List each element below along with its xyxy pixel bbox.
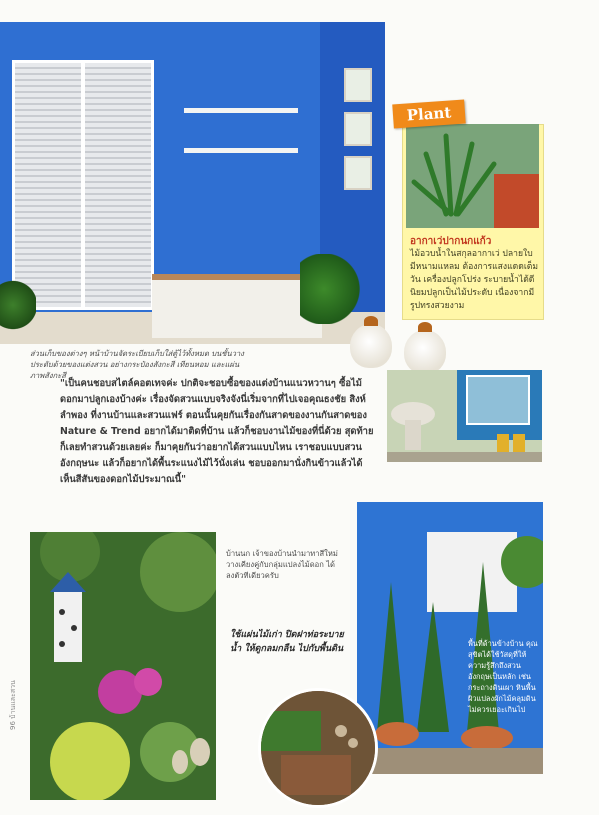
wall-sign-1 xyxy=(344,68,372,102)
chicken-figurine-right xyxy=(404,330,446,374)
agave-illustration xyxy=(406,124,539,228)
agave-photo xyxy=(406,124,539,228)
page-number: 96 บ้านและสวน xyxy=(9,680,17,730)
photo-front-storage-area xyxy=(0,22,385,344)
wall-sign-2 xyxy=(344,112,372,146)
birdhouse-illustration xyxy=(30,532,216,800)
homeowner-quote: "เป็นคนชอบสไตล์คอตเทจค่ะ ปกติจะชอบซื้อของแต่งบ้านแนวหวานๆ ซื้อไม้ดอกมาปลูกเองบ้างค่ะ เรื่องจัดสวนแบบจริงจังนี่เริ่มจากที่ไปเจอคุณธงชัย สิงห์ลำพอง ที่งานบ้านและสวนแฟร์ ตอนนั้นคุยกันเรื่องกันสาดของงานกันสาดของ Nature & Trend อยากได้มาติดที่บ้าน แล้วก็ชอบงานไม้ของที่นี่ด้วย สุดท้ายก็เลยทำสวนด้วยเลยค่ะ ก็มาคุยกันว่าอยากได้สวนแบบไหน เราชอบแบบสวนอังกฤษนะ แล้วก็อยากได้พื้นระแนงไม้ไว้นั่งเล่น ชอบออกมานั่งกินข้าวแล้วได้เห็นสีสันของดอกไม้ประมาณนี้" xyxy=(60,378,374,485)
plant-title: อากาเว่ปากนกแก้ว xyxy=(410,236,492,247)
photo-garden-decor xyxy=(387,370,542,462)
potted-plants-left xyxy=(0,280,36,330)
white-shutter-cabinet xyxy=(12,60,154,310)
handwritten-note: ใช้แผ่นไม้เก่า ปิดฝาท่อระบายน้ำ ให้ดูกลมกลืน ไปกับพื้นดิน xyxy=(230,630,344,654)
plant-tag: Plant xyxy=(392,100,465,129)
chicken-comb xyxy=(364,316,378,326)
photo-birdhouse-flowers xyxy=(30,532,216,800)
potted-plants xyxy=(300,254,360,324)
caption-storage: ส่วนเก็บของต่างๆ หน้าบ้านจัดระเบียบเก็บใส่ตู้ไว้ทั้งหมด บนชั้นวางประดับด้วยของแต่งสวน อย่างกระป๋องสังกะสี เทียนหอม และแผ่นภาพสังกะสี xyxy=(30,349,244,380)
caption-side-garden: พื้นที่ด้านข้างบ้าน คุณสุขิตได้ใช้วัสดุที่ให้ความรู้สึกถึงสวนอังกฤษเป็นหลัก เช่น กระถางดินเผา หินพื้นผิวแปลงผักไม้คลุมดินไม่ควรเยอะเกินไป xyxy=(468,639,538,714)
chicken-figurine-left xyxy=(350,324,392,368)
wall-shelf-bottom xyxy=(184,148,298,153)
caption-birdhouse: บ้านนก เจ้าของบ้านนำมาทาสีใหม่ วางเคียงคู่กับกลุ่มแปลงไม้ดอก ได้ลงตัวทีเดียวครับ xyxy=(226,549,338,580)
white-sideboard xyxy=(152,274,322,338)
wall-shelf-top xyxy=(184,108,298,113)
garden-decor-illustration xyxy=(387,370,542,462)
plant-description: ไม้อวบน้ำในสกุลอากาเว่ ปลายใบมีหนามแหลม ต้องการแสงแดดเต็มวัน เครื่องปลูกโปร่ง ระบายน้ำได้ดี นิยมปลูกเป็นไม้ประดับ เนื่องจากมีรูปทรงสวยงาม xyxy=(410,249,539,311)
shutter-divider xyxy=(81,63,85,307)
wall-sign-3 xyxy=(344,156,372,190)
drain-cover-illustration xyxy=(261,691,375,805)
chicken-comb xyxy=(418,322,432,332)
photo-drain-cover-inset xyxy=(258,688,378,808)
